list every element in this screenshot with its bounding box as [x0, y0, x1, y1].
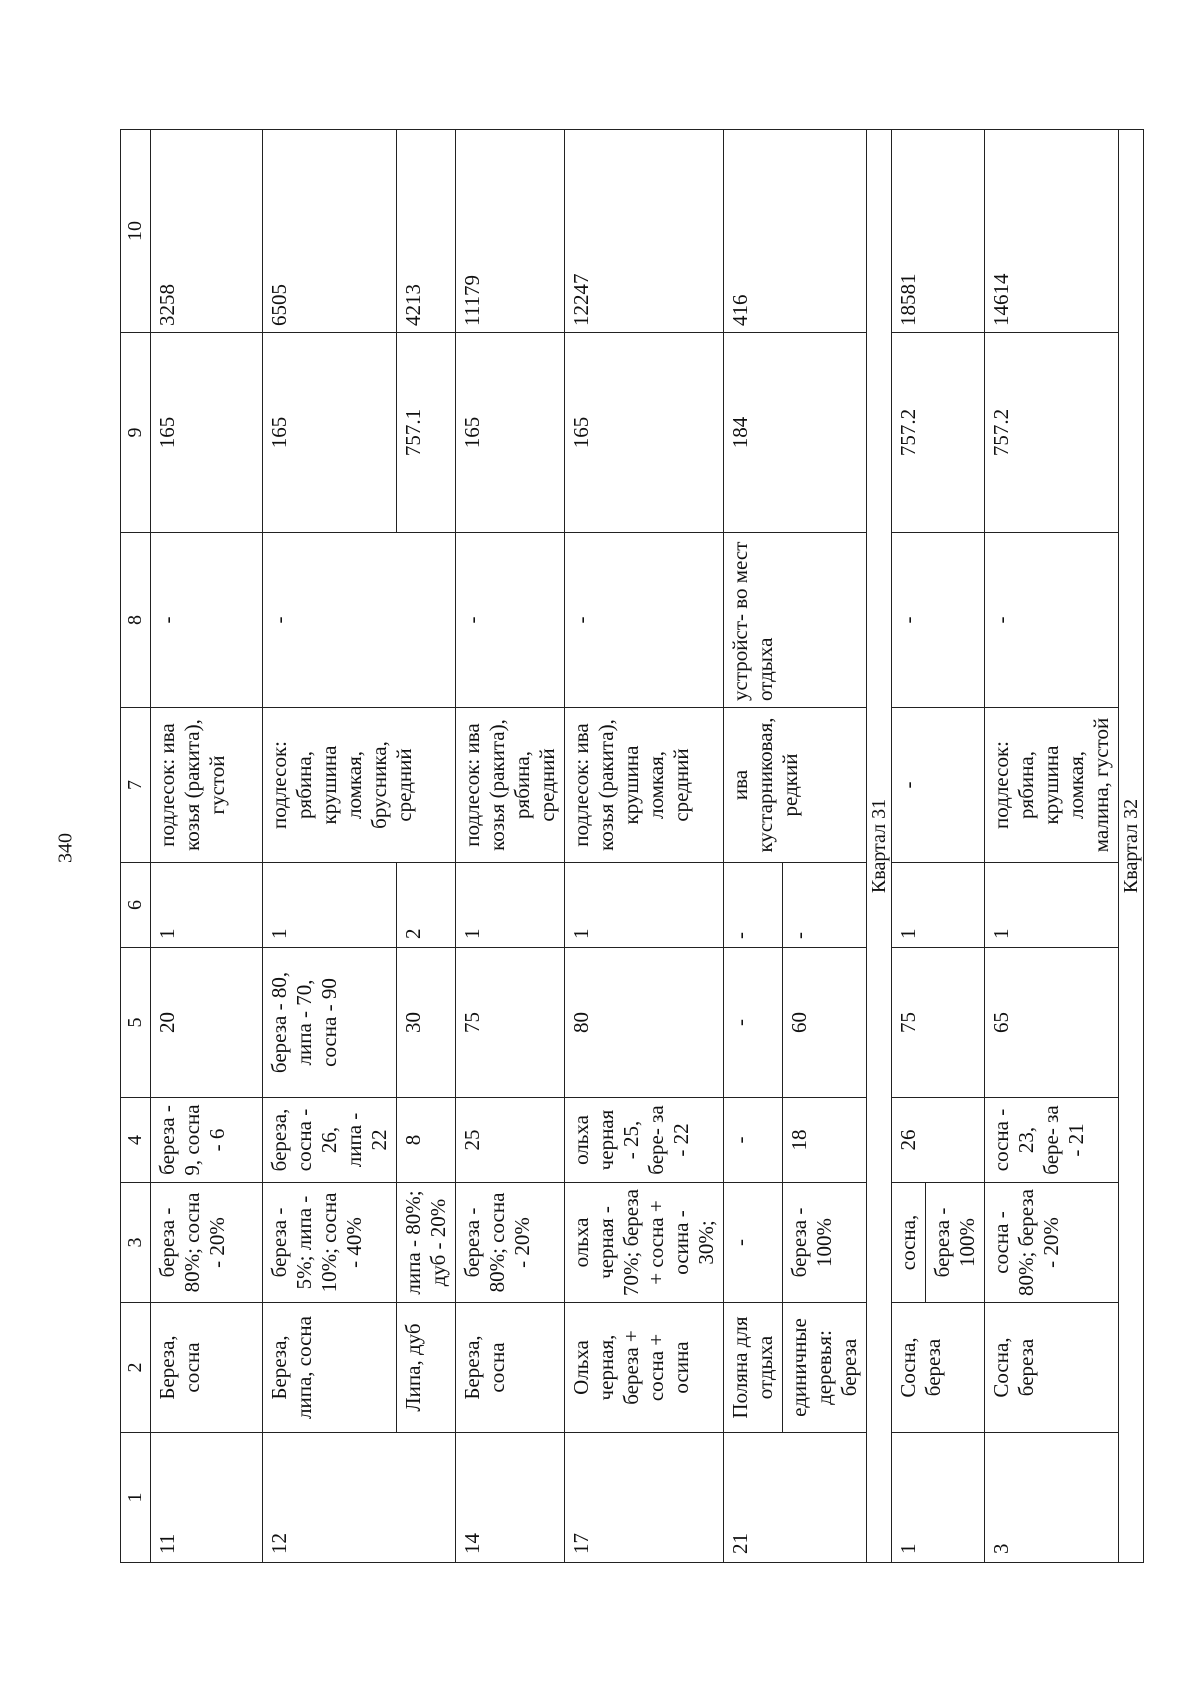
composition-bottom: береза - 100% — [925, 1183, 984, 1302]
cell-vydel: 12 — [263, 1433, 456, 1563]
cell-col8: - — [985, 533, 1119, 708]
cell-vydel: 11 — [151, 1433, 263, 1563]
cell-col10: 416 — [724, 130, 867, 333]
cell-col6: 1 — [565, 863, 724, 948]
cell-col5: береза - 80, липа - 70, сосна - 90 — [263, 948, 397, 1098]
cell-species: Сосна, береза — [892, 1303, 985, 1433]
cell-col4: 8 — [397, 1098, 456, 1183]
header-cell-5: 5 — [121, 948, 151, 1098]
cell-col9: 757.2 — [985, 333, 1119, 533]
header-cell-8: 8 — [121, 533, 151, 708]
cell-species: единичные деревья: береза — [783, 1303, 867, 1433]
table-row — [985, 130, 1119, 1563]
table-row — [892, 130, 985, 1563]
cell-col5: 60 — [783, 948, 867, 1098]
cell-col9: 757.2 — [892, 333, 985, 533]
table-row — [263, 130, 397, 1563]
cell-col6: 2 — [397, 863, 456, 948]
cell-species: Береза, сосна — [456, 1303, 565, 1433]
cell-col4: 18 — [783, 1098, 867, 1183]
cell-composition: береза - 5%; липа - 10%; сосна - 40% — [263, 1183, 397, 1303]
section-row-kvartal-31 — [867, 130, 892, 1563]
cell-col9: 184 — [724, 333, 867, 533]
section-label-kvartal-31: Квартал 31 — [867, 130, 892, 1563]
cell-vydel: 21 — [724, 1433, 867, 1563]
cell-col9: 165 — [263, 333, 397, 533]
cell-col9: 165 — [151, 333, 263, 533]
header-cell-10: 10 — [121, 130, 151, 333]
cell-col5: 75 — [892, 948, 985, 1098]
cell-col4: 26 — [892, 1098, 985, 1183]
cell-col10: 12247 — [565, 130, 724, 333]
cell-col5: 80 — [565, 948, 724, 1098]
table-row — [565, 130, 724, 1563]
cell-undergrowth: подлесок: ива козья (ракита), густой — [151, 708, 263, 863]
cell-species: Ольха черная, береза + сосна + осина — [565, 1303, 724, 1433]
cell-col8: - — [456, 533, 565, 708]
cell-col10: 11179 — [456, 130, 565, 333]
header-row — [121, 130, 151, 1563]
cell-col9: 757.1 — [397, 333, 456, 533]
cell-col6: 1 — [892, 863, 985, 948]
cell-col4: ольха черная - 25, бере- за - 22 — [565, 1098, 724, 1183]
cell-col8: - — [151, 533, 263, 708]
cell-species: Сосна, береза — [985, 1303, 1119, 1433]
rotated-table-container — [120, 130, 1142, 1563]
cell-col10: 6505 — [263, 130, 397, 333]
section-label-kvartal-32: Квартал 32 — [1119, 130, 1144, 1563]
header-cell-4: 4 — [121, 1098, 151, 1183]
header-cell-6: 6 — [121, 863, 151, 948]
cell-col5: 20 — [151, 948, 263, 1098]
cell-col5: 65 — [985, 948, 1119, 1098]
cell-composition: липа - 80%; дуб - 20% — [397, 1183, 456, 1303]
cell-undergrowth: ива кустарниковая, редкий — [724, 708, 867, 863]
page-number: 340 — [54, 833, 77, 863]
cell-vydel: 17 — [565, 1433, 724, 1563]
cell-col4: сосна - 23, бере- за - 21 — [985, 1098, 1119, 1183]
cell-col5: 30 — [397, 948, 456, 1098]
table-row — [724, 130, 783, 1563]
cell-col6: - — [724, 863, 783, 948]
cell-col10: 3258 — [151, 130, 263, 333]
cell-species: Береза, липа, сосна — [263, 1303, 397, 1433]
cell-col4: - — [724, 1098, 783, 1183]
cell-undergrowth: подлесок: ива козья (ракита), крушина ломкая, средний — [565, 708, 724, 863]
cell-species: Береза, сосна — [151, 1303, 263, 1433]
cell-composition — [892, 1183, 985, 1303]
cell-col10: 14614 — [985, 130, 1119, 333]
cell-col8: - — [263, 533, 456, 708]
cell-composition: береза - 80%; сосна - 20% — [151, 1183, 263, 1303]
cell-col9: 165 — [456, 333, 565, 533]
cell-species: Липа, дуб — [397, 1303, 456, 1433]
cell-vydel: 3 — [985, 1433, 1119, 1563]
cell-composition: - — [724, 1183, 783, 1303]
header-cell-2: 2 — [121, 1303, 151, 1433]
cell-vydel: 14 — [456, 1433, 565, 1563]
table-row — [151, 130, 263, 1563]
cell-col5: - — [724, 948, 783, 1098]
cell-col6: 1 — [263, 863, 397, 948]
cell-composition: ольха черная - 70%; береза + сосна + осина - 30%; — [565, 1183, 724, 1303]
cell-undergrowth: подлесок: рябина, крушина ломкая, малина, густой — [985, 708, 1119, 863]
forest-inventory-table — [120, 129, 1144, 1563]
cell-col6: 1 — [151, 863, 263, 948]
header-cell-1: 1 — [121, 1433, 151, 1563]
header-cell-7: 7 — [121, 708, 151, 863]
cell-col10: 4213 — [397, 130, 456, 333]
cell-undergrowth: подлесок: ива козья (ракита), рябина, средний — [456, 708, 565, 863]
cell-undergrowth: подлесок: рябина, крушина ломкая, брусника, средний — [263, 708, 456, 863]
cell-vydel: 1 — [892, 1433, 985, 1563]
cell-col6: 1 — [456, 863, 565, 948]
header-cell-9: 9 — [121, 333, 151, 533]
section-row-kvartal-32 — [1119, 130, 1144, 1563]
cell-col6: - — [783, 863, 867, 948]
cell-col8: - — [892, 533, 985, 708]
cell-composition: сосна - 80%; береза - 20% — [985, 1183, 1119, 1303]
table-row — [456, 130, 565, 1563]
cell-species: Поляна для отдыха — [724, 1303, 783, 1433]
cell-composition: береза - 100% — [783, 1183, 867, 1303]
cell-col8: - — [565, 533, 724, 708]
cell-col8: устройст- во мест отдыха — [724, 533, 867, 708]
header-cell-3: 3 — [121, 1183, 151, 1303]
composition-top: сосна, — [896, 1214, 920, 1271]
cell-col4: береза - 9, сосна - 6 — [151, 1098, 263, 1183]
cell-col10: 18581 — [892, 130, 985, 333]
cell-col9: 165 — [565, 333, 724, 533]
cell-composition: береза - 80%; сосна - 20% — [456, 1183, 565, 1303]
cell-col6: 1 — [985, 863, 1119, 948]
cell-col4: береза, сосна - 26, липа - 22 — [263, 1098, 397, 1183]
cell-col5: 75 — [456, 948, 565, 1098]
cell-col4: 25 — [456, 1098, 565, 1183]
cell-undergrowth: - — [892, 708, 985, 863]
